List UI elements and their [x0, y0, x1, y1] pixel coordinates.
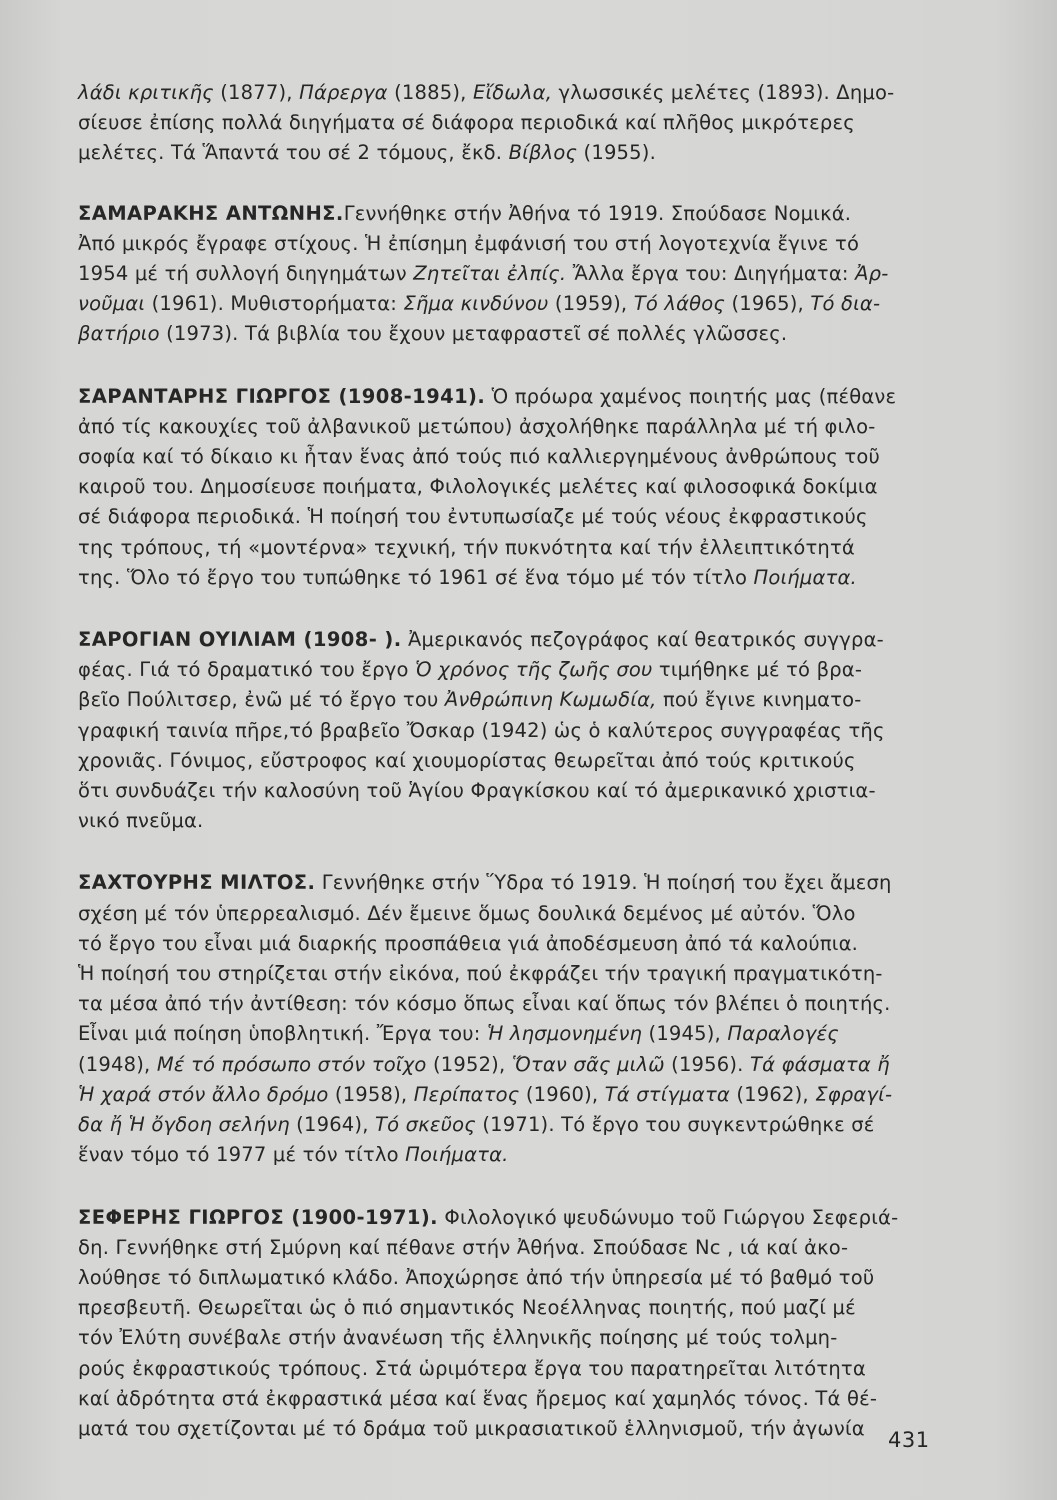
work-title: Ὅταν σᾶς μιλῶ [511, 1052, 665, 1076]
entry-heading: ΣΕΦΕΡΗΣ ΓΙΩΡΓΟΣ (1900-1971). [78, 1205, 438, 1229]
text-line [78, 533, 956, 563]
text-line [78, 412, 956, 442]
text-line [78, 1110, 956, 1140]
text-line [78, 1414, 956, 1444]
work-title: βατήριο [78, 322, 160, 346]
work-title: Σφραγί- [815, 1082, 893, 1106]
text-line [78, 1203, 956, 1233]
text-line [78, 199, 956, 229]
text-run: ρούς ἐκφραστικούς τρόπους. Στά ὡριμότερα ἔργα του παρατηρεῖται λιτότητα [78, 1356, 866, 1380]
entry-heading: ΣΑΡΟΓΙΑΝ ΟΥΙΛΙΑΜ (1908- ). [78, 628, 402, 652]
work-title: Τά στίγματα [604, 1082, 730, 1106]
text-run: ἕναν τόμο τό 1977 μέ τόν τίτλο [78, 1143, 406, 1167]
text-run: σίευσε ἐπίσης πολλά διηγήματα σέ διάφορα περιοδικά καί πλῆθος μικρότερες [78, 111, 855, 135]
text-line [78, 319, 956, 349]
text-run: Ἀμερικανός πεζογράφος καί θεατρικός συγγρα- [401, 628, 884, 652]
work-title: Βίβλος [508, 141, 578, 165]
text-run: σχέση μέ τόν ὑπερρεαλισμό. Δέν ἔμεινε ὅμως δουλικά δεμένος μέ αὐτόν. Ὅλο [78, 901, 856, 925]
text-run: δη. Γεννήθηκε στή Σμύρνη καί πέθανε στήν Ἀθήνα. Σπούδασε Nc , ιά καί ἀκο- [78, 1235, 849, 1259]
text-line [78, 108, 956, 138]
text-line [78, 382, 956, 412]
work-title: Περίπατος [413, 1082, 520, 1106]
text-run: (1956). [664, 1052, 750, 1076]
text-line [78, 78, 956, 108]
text-line [78, 899, 956, 929]
work-title: Σῆμα κινδύνου [403, 292, 549, 316]
text-run: χρονιᾶς. Γόνιμος, εὔστροφος καί χιουμορίστας θεωρεῖται ἀπό τούς κριτικούς [78, 748, 856, 772]
text-line [78, 746, 956, 776]
text-line [78, 655, 956, 685]
work-title: Εἴδωλα, [472, 81, 553, 104]
text-run: Εἶναι μιά ποίηση ὑποβλητική. Ἔργα του: [78, 1022, 487, 1046]
work-title: Ἡ χαρά στόν ἄλλο δρόμο [78, 1082, 329, 1106]
work-title: Παραλογές [727, 1022, 839, 1046]
entry-heading: ΣΑΜΑΡΑΚΗΣ ΑΝΤΩΝΗΣ. [78, 201, 344, 225]
text-run: πού ἔγινε κινηματο- [656, 688, 862, 712]
text-run: 1954 μέ τή συλλογή διηγημάτων [78, 262, 414, 286]
text-run: (1962), [729, 1082, 816, 1106]
text-run: τόν Ἐλύτη συνέβαλε στήν ἀνανέωση τῆς ἑλληνικῆς ποίησης μέ τούς τολμη- [78, 1326, 838, 1350]
text-run: της. Ὅλο τό ἔργο του τυπώθηκε τό 1961 σέ ἕνα τόμο μέ τόν τίτλο [78, 565, 754, 589]
text-line [78, 502, 956, 532]
text-line [78, 1080, 956, 1110]
text-line [78, 138, 956, 168]
text-line [78, 472, 956, 502]
text-run: ἀπό τίς κακουχίες τοῦ ἀλβανικοῦ μετώπου) ἀσχολήθηκε παράλληλα μέ τή φιλο- [78, 414, 876, 438]
work-title: δα ἤ Ἡ ὄγδοη σελήνη [78, 1113, 290, 1137]
work-title: νοῦμαι [78, 292, 146, 316]
entry-sarantaris [78, 382, 956, 593]
work-title: Πάρεργα [299, 81, 388, 104]
work-title: Τά φάσματα ἤ [749, 1052, 890, 1076]
text-line [78, 716, 956, 746]
text-run: (1948), [78, 1052, 157, 1076]
text-run: (1973). Τά βιβλία του ἔχουν μεταφραστεῖ σέ πολλές γλῶσσες. [159, 322, 788, 346]
text-run: γλωσσικές μελέτες (1893). Δημο- [552, 81, 895, 104]
text-line [78, 563, 956, 593]
entry-sachtouris [78, 868, 956, 1170]
text-run: τιμήθηκε μέ τό βρα- [652, 658, 863, 682]
text-line [78, 868, 956, 898]
text-line [78, 229, 956, 259]
text-run: καί ἀδρότητα στά ἐκφραστικά μέσα καί ἕνας ἤρεμος καί χαμηλός τόνος. Τά θέ- [78, 1386, 878, 1410]
page-number: 431 [888, 1428, 930, 1452]
text-run: (1959), [548, 292, 634, 316]
text-line [78, 1354, 956, 1384]
text-run: (1955). [577, 141, 656, 165]
text-run: πρεσβευτῆ. Θεωρεῖται ὡς ὁ πιό σημαντικός Νεοέλληνας ποιητής, πού μαζί μέ [78, 1296, 856, 1320]
entry-samarakis [78, 199, 956, 350]
text-run: Ἄλλα ἔργα του: Διηγήματα: [566, 262, 856, 286]
text-line [78, 1050, 956, 1080]
text-line [78, 259, 956, 289]
text-line [78, 685, 956, 715]
work-title: Ἀνθρώπινη Κωμωδία, [444, 688, 657, 712]
text-run: νικό πνεῦμα. [78, 809, 204, 833]
text-line [78, 1323, 956, 1353]
text-run: Ἡ ποίησή του στηρίζεται στήν εἰκόνα, πού ἐκφράζει τήν τραγική πραγματικότη- [78, 962, 883, 986]
work-title: Τό δια- [810, 292, 881, 316]
work-title: λάδι κριτικῆς [78, 81, 214, 104]
work-title: Ποιήματα. [405, 1143, 509, 1167]
entry-heading: ΣΑΧΤΟΥΡΗΣ ΜΙΛΤΟΣ. [78, 871, 316, 895]
text-run: Γεννήθηκε στήν Ἀθήνα τό 1919. Σπούδασε Νομικά. [343, 201, 852, 225]
text-run: Ἀπό μικρός ἔγραφε στίχους. Ἡ ἐπίσημη ἐμφάνισή του στή λογοτεχνία ἔγινε τό [78, 231, 860, 255]
text-line [78, 289, 956, 319]
text-run: (1952), [426, 1052, 512, 1076]
text-run: γραφική ταινία πῆρε,τό βραβεῖο Ὄσκαρ (1942) ὡς ὁ καλύτερος συγγραφέας τῆς [78, 718, 885, 742]
text-run: καιροῦ του. Δημοσίευσε ποιήματα, Φιλολογικές μελέτες καί φιλοσοφικά δοκίμια [78, 475, 878, 499]
text-run: (1965), [725, 292, 811, 316]
work-title: Ὁ χρόνος τῆς ζωῆς σου [415, 658, 653, 682]
text-run: Γεννήθηκε στήν Ὕδρα τό 1919. Ἡ ποίησή του ἔχει ἄμεση [315, 871, 892, 895]
text-run: (1945), [642, 1022, 728, 1046]
text-line [78, 929, 956, 959]
work-title: Τό λάθος [633, 292, 726, 316]
text-line [78, 776, 956, 806]
work-title: Μέ τό πρόσωπο στόν τοῖχο [156, 1052, 427, 1076]
text-run: λούθησε τό διπλωματικό κλάδο. Ἀποχώρησε ἀπό τήν ὑπηρεσία μέ τό βαθμό τοῦ [78, 1265, 875, 1289]
entry-seferis [78, 1203, 956, 1445]
work-title: Ποιήματα. [753, 565, 857, 589]
text-run: (1885), [387, 81, 473, 104]
text-run: μελέτες. Τά Ἅπαντά του σέ 2 τόμους, ἔκδ. [78, 141, 509, 165]
text-line [78, 1233, 956, 1263]
text-line [78, 442, 956, 472]
text-line [78, 989, 956, 1019]
text-run: (1877), [213, 81, 300, 104]
page-body [78, 78, 956, 1476]
text-line [78, 1384, 956, 1414]
text-run: βεῖο Πούλιτσερ, ἐνῶ μέ τό ἔργο του [78, 688, 445, 712]
text-run: φέας. Γιά τό δραματικό του ἔργο [78, 658, 416, 682]
entry-saroyan [78, 625, 956, 836]
text-run: ὅτι συνδυάζει τήν καλοσύνη τοῦ Ἁγίου Φραγκίσκου καί τό ἀμερικανικό χριστια- [78, 779, 876, 803]
text-run: (1961). Μυθιστορήματα: [145, 292, 404, 316]
text-run: ματά του σχετίζονται μέ τό δράμα τοῦ μικρασιατικοῦ ἑλληνισμοῦ, τήν ἀγωνία [78, 1416, 865, 1440]
text-line [78, 625, 956, 655]
text-line [78, 806, 956, 836]
text-run: (1960), [519, 1082, 605, 1106]
text-line [78, 1019, 956, 1049]
entry-heading: ΣΑΡΑΝΤΑΡΗΣ ΓΙΩΡΓΟΣ (1908-1941). [78, 384, 486, 408]
text-line [78, 1140, 956, 1170]
entry-intro [78, 78, 956, 169]
text-run: σοφία καί τό δίκαιο κι ἦταν ἕνας ἀπό τούς πιό καλλιεργημένους ἀνθρώπους τοῦ [78, 445, 880, 469]
text-run: (1964), [289, 1113, 376, 1137]
text-run: Φιλολογικό ψευδώνυμο τοῦ Γιώργου Σεφεριά- [438, 1205, 899, 1229]
text-line [78, 1263, 956, 1293]
text-run: Ὁ πρόωρα χαμένος ποιητής μας (πέθανε [485, 384, 897, 408]
text-run: της τρόπους, τή «μοντέρνα» τεχνική, τήν πυκνότητα καί τήν ἐλλειπτικότητά [78, 535, 855, 559]
work-title: Ζητεῖται ἐλπίς. [413, 262, 567, 286]
work-title: Τό σκεῦος [375, 1113, 476, 1137]
work-title: Ἡ λησμονημένη [486, 1022, 643, 1046]
text-run: (1958), [328, 1082, 414, 1106]
text-run: (1971). Τό ἔργο του συγκεντρώθηκε σέ [475, 1113, 875, 1137]
work-title: Ἀρ- [855, 262, 889, 286]
text-run: σέ διάφορα περιοδικά. Ἡ ποίησή του ἐντυπωσίαζε μέ τούς νέους ἐκφραστικούς [78, 505, 868, 529]
text-line [78, 1293, 956, 1323]
text-run: τα μέσα ἀπό τήν ἀντίθεση: τόν κόσμο ὅπως εἶναι καί ὅπως τόν βλέπει ὁ ποιητής. [78, 992, 891, 1016]
text-line [78, 959, 956, 989]
text-run: τό ἔργο του εἶναι μιά διαρκής προσπάθεια γιά ἀποδέσμευση ἀπό τά καλούπια. [78, 931, 859, 955]
